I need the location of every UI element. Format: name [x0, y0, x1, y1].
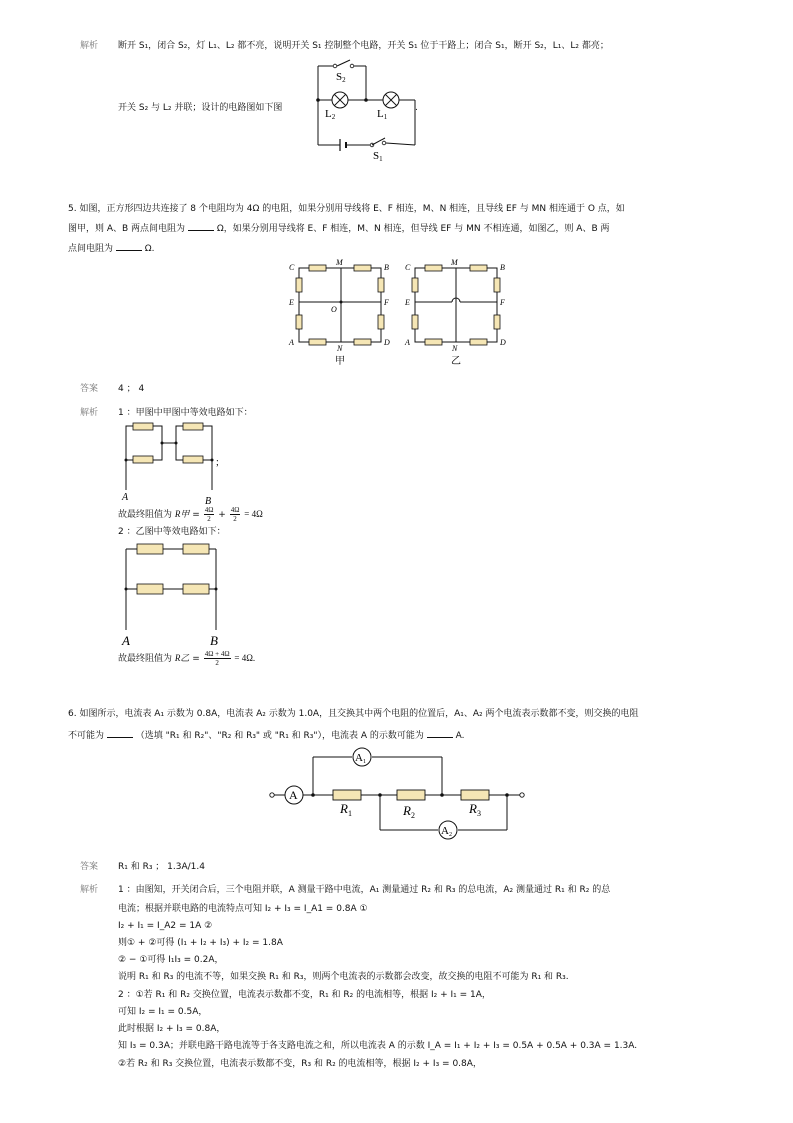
- answer-label: 答案: [80, 862, 99, 872]
- answer-label: 答案: [80, 384, 99, 394]
- l1-label: L1: [377, 108, 388, 121]
- ammeter-a-label: A: [289, 788, 298, 802]
- question-6-stem: 6. 如图所示，电流表 A₁ 示数为 0.8A，电流表 A₂ 示数为 1.0A，且交换其中两个电阻的位置后，A₁、A₂ 两个电流表示数都不变，则交换的电阻: [68, 709, 639, 719]
- analysis-label: 解析: [80, 408, 99, 418]
- node-c-label: C: [289, 263, 295, 272]
- analysis-label: 解析: [80, 885, 99, 895]
- analysis-label: 解析: [80, 41, 99, 51]
- node-c-label: C: [405, 263, 411, 272]
- node-d-label: D: [500, 338, 506, 347]
- ammeter-a2-label: A2: [441, 825, 452, 838]
- question-5-stem: 点间电阻为 Ω.: [68, 241, 155, 255]
- s1-label: S1: [373, 150, 383, 163]
- node-o-label: O: [331, 305, 337, 314]
- node-e-label: E: [289, 298, 294, 307]
- analysis-line: ② − ①可得 I₁I₃ = 0.2A，: [118, 955, 224, 965]
- node-b-label: B: [205, 496, 212, 507]
- semicolon: ;: [216, 457, 219, 468]
- question-5-stem: 图甲，则 A、B 两点间电阻为 Ω，如果分别用导线将 E、F 相连，M、N 相连，但导线 EF 与 MN 不相连通，如图乙，则 A、B 两: [68, 221, 610, 235]
- result-yi: 故最终阻值为 R乙 = $\frac{4\Omega + 4\Omega}{2}$ = 4Ω.: [118, 650, 256, 667]
- question-6-stem: 不可能为 （选填 "R₁ 和 R₂"、"R₂ 和 R₃" 或 "R₁ 和 R₃"），电流表 A 的示数可能为 A.: [68, 728, 465, 742]
- figure-caption: 乙: [451, 356, 461, 367]
- l2-label: L2: [325, 108, 336, 121]
- period: .: [415, 103, 418, 113]
- analysis-line: 2 ：①若 R₁ 和 R₂ 交换位置，电流表示数都不变，R₁ 和 R₂ 的电流相等，根据 I₂ + I₁ = 1A，: [118, 990, 491, 1000]
- node-m-label: M: [451, 258, 458, 267]
- analysis-line: 此时根据 I₂ + I₃ = 0.8A，: [118, 1024, 226, 1034]
- node-m-label: M: [336, 258, 343, 267]
- node-a-label: A: [122, 492, 129, 503]
- node-b-label: B: [210, 633, 218, 648]
- analysis-line: 电流；根据并联电路的电流特点可知 I₂ + I₃ = I_A1 = 0.8A ①: [118, 904, 368, 914]
- s2-label: S2: [336, 71, 346, 84]
- analysis-line: 1 ：由图知，开关闭合后，三个电阻并联，A 测量干路中电流，A₁ 测量通过 R₂ 和 R₃ 的总电流，A₂ 测量通过 R₁ 和 R₂ 的总: [118, 885, 611, 895]
- analysis-text: 开关 S₂ 与 L₂ 并联；设计的电路图如下图: [118, 103, 283, 113]
- node-f-label: F: [500, 298, 505, 307]
- analysis-text: 2 ：乙图中等效电路如下：: [118, 527, 226, 537]
- node-e-label: E: [405, 298, 410, 307]
- answer-text: 4 ； 4: [118, 384, 145, 394]
- ammeter-a1-label: A1: [355, 752, 366, 765]
- analysis-text: 断开 S₁，闭合 S₂，灯 L₁、L₂ 都不亮，说明开关 S₁ 控制整个电路，开关 S₁ 位于干路上；闭合 S₁，断开 S₂，L₁、L₂ 都亮；: [118, 41, 609, 51]
- r2-label: $R_2$: [403, 803, 415, 820]
- node-n-label: N: [337, 344, 343, 353]
- analysis-line: 可知 I₂ = I₁ = 0.5A，: [118, 1007, 208, 1017]
- analysis-line: 知 I₃ = 0.3A；并联电路干路电流等于各支路电流之和，所以电流表 A 的示数 I_A = I₁ + I₂ + I₃ = 0.5A + 0.5A + 0.3A = 1.3A.: [118, 1041, 638, 1051]
- analysis-text: 1 ：甲图中甲图中等效电路如下：: [118, 408, 253, 418]
- result-jia: 故最终阻值为 R甲 = $\frac{4\Omega}{2}$ + $\frac{4\Omega}{2}$ = 4Ω: [118, 506, 263, 523]
- node-a-label: A: [405, 338, 410, 347]
- node-d-label: D: [384, 338, 390, 347]
- question-5-stem: 5. 如图，正方形四边共连接了 8 个电阻均为 4Ω 的电阻，如果分别用导线将 E、F 相连，M、N 相连，且导线 EF 与 MN 相连通于 O 点，如: [68, 204, 625, 214]
- node-a-label: A: [122, 633, 130, 648]
- node-b-label: B: [500, 263, 505, 272]
- answer-text: R₁ 和 R₃ ； 1.3A/1.4: [118, 862, 205, 872]
- node-f-label: F: [384, 298, 389, 307]
- node-b-label: B: [384, 263, 389, 272]
- analysis-line: I₂ + I₁ = I_A2 = 1A ②: [118, 921, 213, 931]
- analysis-line: 说明 R₁ 和 R₃ 的电流不等，如果交换 R₁ 和 R₃，则两个电流表的示数都会改变，故交换的电阻不可能为 R₁ 和 R₃.: [118, 972, 569, 982]
- node-n-label: N: [452, 344, 458, 353]
- r3-label: $R_3$: [469, 801, 481, 818]
- r1-label: $R_1$: [340, 801, 352, 818]
- analysis-line: ②若 R₂ 和 R₃ 交换位置，电流表示数都不变，R₃ 和 R₂ 的电流相等，根据 I₂ + I₃ = 0.8A，: [118, 1059, 482, 1069]
- analysis-line: 则① + ②可得 (I₁ + I₂ + I₃) + I₂ = 1.8A: [118, 938, 283, 948]
- node-a-label: A: [289, 338, 294, 347]
- figure-caption: 甲: [335, 356, 345, 367]
